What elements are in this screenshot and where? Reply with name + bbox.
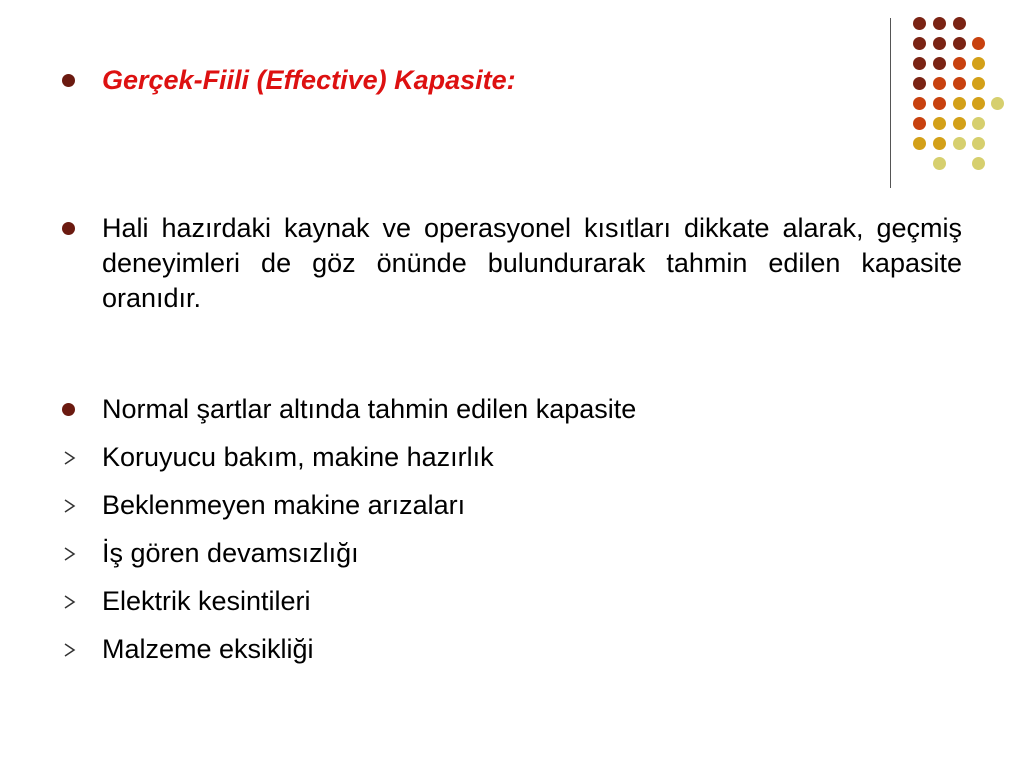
arrow-bullet-icon [62,488,78,523]
dot-icon [991,97,1004,110]
arrow-bullet-icon [62,632,78,667]
title-block [62,63,962,98]
dot-icon [933,37,946,50]
dot-icon [933,17,946,30]
dot-icon [933,157,946,170]
arrow-bullet-icon [62,584,78,619]
dot-icon [933,117,946,130]
dot-icon [972,77,985,90]
list-item-label: Koruyucu bakım, makine hazırlık [102,442,494,472]
dot-icon [953,117,966,130]
dot-icon [913,17,926,30]
dot-icon [933,137,946,150]
round-bullet-icon [62,222,75,235]
arrow-bullet-icon [62,536,78,571]
slide-title: Gerçek-Fiili (Effective) Kapasite: [102,65,516,95]
dot-icon [972,37,985,50]
definition-bullet-row [62,211,962,316]
conditions-block [62,392,962,667]
dot-icon [972,97,985,110]
list-item-label: Beklenmeyen makine arızaları [102,490,466,520]
dot-icon [972,117,985,130]
dot-icon [972,57,985,70]
dot-icon [972,157,985,170]
dot-icon [972,137,985,150]
round-bullet-icon [62,74,75,87]
dot-icon [953,137,966,150]
title-bullet-row [62,63,962,98]
conditions-bullet-row [62,392,962,427]
dot-icon [953,97,966,110]
list-item-label: Malzeme eksikliği [102,634,314,664]
vertical-divider [890,18,891,188]
dot-icon [933,97,946,110]
dot-icon [913,97,926,110]
list-item [62,584,962,619]
round-bullet-icon [62,403,75,416]
list-item-label: İş gören devamsızlığı [102,538,359,568]
definition-block [62,211,962,316]
dot-icon [913,137,926,150]
list-item [62,440,962,475]
list-item [62,488,962,523]
dot-icon [913,37,926,50]
definition-text: Hali hazırdaki kaynak ve operasyonel kısıtları dikkate alarak, geçmiş deneyimleri de göz önünde bulundurarak tahmin edilen kapasite oranıdır. [102,213,962,313]
list-item [62,536,962,571]
list-item [62,632,962,667]
list-item-label: Elektrik kesintileri [102,586,311,616]
dot-icon [953,37,966,50]
dot-icon [953,17,966,30]
conditions-text: Normal şartlar altında tahmin edilen kapasite [102,394,637,424]
arrow-bullet-icon [62,440,78,475]
dot-icon [913,117,926,130]
